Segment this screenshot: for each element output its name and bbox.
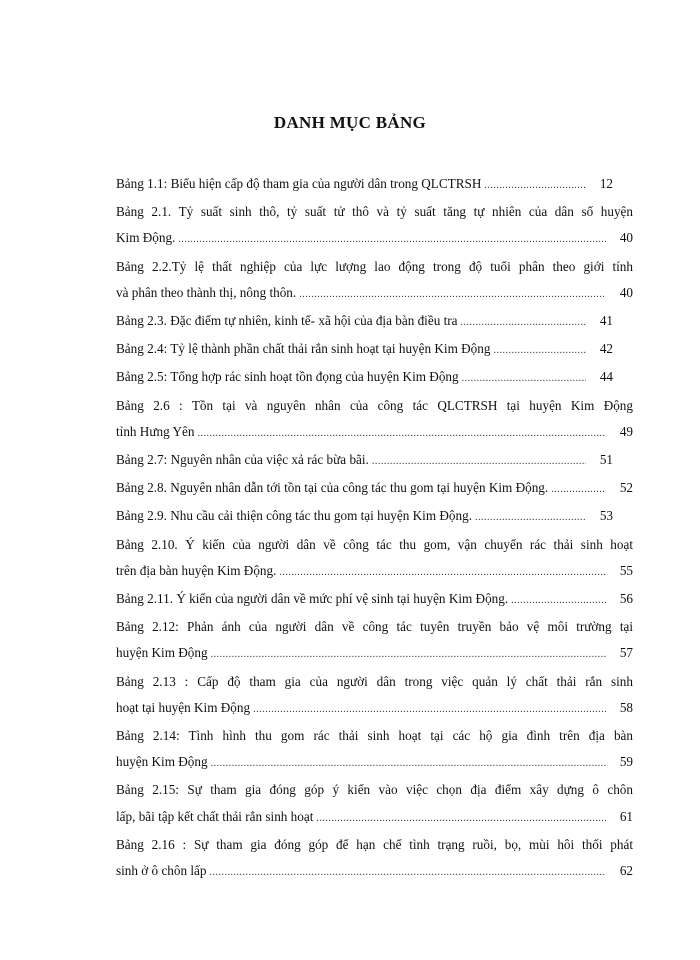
toc-entry-text: Bảng 2.12: Phản ánh của người dân về công tác tuyên truyền bảo vệ môi trường tại xyxy=(116,619,633,635)
page-number: 51 xyxy=(599,452,613,468)
page-number: 56 xyxy=(619,591,633,607)
toc-entry-text: Bảng 2.14: Tình hình thu gom rác thải sinh hoạt tại các hộ gia đình trên địa bàn xyxy=(116,728,633,744)
toc-entry[interactable] xyxy=(116,336,633,364)
toc-entry[interactable] xyxy=(116,586,633,614)
page-number: 55 xyxy=(619,562,633,578)
toc-entry-text: Bảng 2.13 : Cấp độ tham gia của người dân trong việc quản lý chất thải rắn sinh xyxy=(116,673,633,689)
toc-entry[interactable] xyxy=(116,393,633,447)
toc-entry-text: hoạt tại huyện Kim Động xyxy=(116,699,251,715)
page-number: 58 xyxy=(619,699,633,715)
toc-entry-text: Bảng 2.7: Nguyên nhân của việc xả rác bừa bãi. xyxy=(116,452,369,468)
page-number: 40 xyxy=(619,284,633,300)
toc-entry-text: Bảng 2.4: Tỷ lệ thành phần chất thải rắn sinh hoạt tại huyện Kim Động xyxy=(116,341,491,357)
page-number: 49 xyxy=(619,423,633,439)
toc-entry[interactable] xyxy=(116,364,633,392)
table-list xyxy=(116,171,633,886)
toc-entry[interactable] xyxy=(116,447,633,475)
page-number: 57 xyxy=(619,645,633,661)
dot-leader xyxy=(475,505,586,531)
toc-entry[interactable] xyxy=(116,723,633,777)
toc-entry-text: và phân theo thành thị, nông thôn. xyxy=(116,284,297,300)
toc-entry-text: Bảng 2.10. Ý kiến của người dân về công tác thu gom, vận chuyển rác thải sinh hoạt xyxy=(116,536,633,552)
dot-leader xyxy=(461,310,587,336)
dot-leader xyxy=(299,282,606,308)
toc-entry-text: Bảng 2.5: Tổng hợp rác sinh hoạt tồn đọng của huyện Kim Động xyxy=(116,369,459,385)
toc-entry-text: Bảng 2.16 : Sự tham gia đóng góp để hạn chế tình trạng ruồi, bọ, mùi hôi thối phát xyxy=(116,836,633,852)
toc-entry-text: tỉnh Hưng Yên xyxy=(116,423,195,439)
toc-entry-text: Bảng 1.1: Biểu hiện cấp độ tham gia của người dân trong QLCTRSH xyxy=(116,176,482,191)
page-number: 52 xyxy=(619,480,633,496)
page-title: DANH MỤC BẢNG xyxy=(273,113,427,132)
toc-entry-text: Bảng 2.6 : Tồn tại và nguyên nhân của công tác QLCTRSH tại huyện Kim Động xyxy=(116,397,633,413)
toc-entry-text: Bảng 2.15: Sự tham gia đóng góp ý kiến vào việc chọn địa điểm xây dựng ô chôn xyxy=(116,782,633,798)
toc-entry-text: huyện Kim Động xyxy=(116,645,208,661)
toc-entry[interactable] xyxy=(116,254,633,308)
page-number: 61 xyxy=(619,808,633,824)
dot-leader xyxy=(178,227,606,253)
dot-leader xyxy=(551,477,606,503)
page-number: 44 xyxy=(599,369,613,385)
dot-leader xyxy=(211,642,606,668)
dot-leader xyxy=(209,860,606,886)
toc-entry-text: trên địa bàn huyện Kim Động. xyxy=(116,562,277,578)
dot-leader xyxy=(316,806,606,832)
toc-entry[interactable] xyxy=(116,669,633,723)
dot-leader xyxy=(197,421,606,447)
toc-entry-text: Bảng 2.3. Đặc điểm tự nhiên, kinh tế- xã hội của địa bàn điều tra xyxy=(116,313,458,329)
dot-leader xyxy=(462,366,586,392)
toc-entry[interactable] xyxy=(116,199,633,253)
dot-leader xyxy=(493,338,586,364)
toc-entry[interactable] xyxy=(116,532,633,586)
dot-leader xyxy=(372,449,586,475)
toc-entry[interactable] xyxy=(116,614,633,668)
page-number: 41 xyxy=(599,313,613,329)
page-number: 59 xyxy=(619,754,633,770)
toc-entry[interactable] xyxy=(116,832,633,886)
toc-entry-text: Bảng 2.11. Ý kiến của người dân về mức phí vệ sinh tại huyện Kim Động. xyxy=(116,591,509,607)
toc-entry[interactable] xyxy=(116,475,633,503)
dot-leader xyxy=(484,173,586,199)
page-number: 62 xyxy=(619,863,633,879)
toc-entry[interactable] xyxy=(116,171,633,199)
toc-entry[interactable] xyxy=(116,777,633,831)
toc-entry[interactable] xyxy=(116,308,633,336)
toc-entry-text: Bảng 2.1. Tỷ suất sinh thô, tỷ suất tử thô và tỷ suất tăng tự nhiên của dân số huyện xyxy=(116,204,633,220)
dot-leader xyxy=(279,560,606,586)
page-number: 40 xyxy=(619,230,633,246)
toc-entry[interactable] xyxy=(116,503,633,531)
toc-entry-text: sinh ở ô chôn lấp xyxy=(116,863,207,879)
page-number: 42 xyxy=(599,341,613,357)
toc-entry-text: Kim Động. xyxy=(116,230,176,246)
toc-entry-text: Bảng 2.8. Nguyên nhân dẫn tới tồn tại của công tác thu gom tại huyện Kim Động. xyxy=(116,480,549,496)
toc-entry-text: lấp, bãi tập kết chất thải rắn sinh hoạt xyxy=(116,808,314,824)
toc-entry-text: Bảng 2.2.Tỷ lệ thất nghiệp của lực lượng lao động trong độ tuổi phân theo giới tính xyxy=(116,258,633,274)
dot-leader xyxy=(253,697,606,723)
toc-entry-text: huyện Kim Động xyxy=(116,754,208,770)
page-number: 12 xyxy=(599,176,613,191)
dot-leader xyxy=(211,751,606,777)
page-number: 53 xyxy=(599,508,613,524)
dot-leader xyxy=(511,588,606,614)
toc-entry-text: Bảng 2.9. Nhu cầu cải thiện công tác thu gom tại huyện Kim Động. xyxy=(116,508,472,524)
